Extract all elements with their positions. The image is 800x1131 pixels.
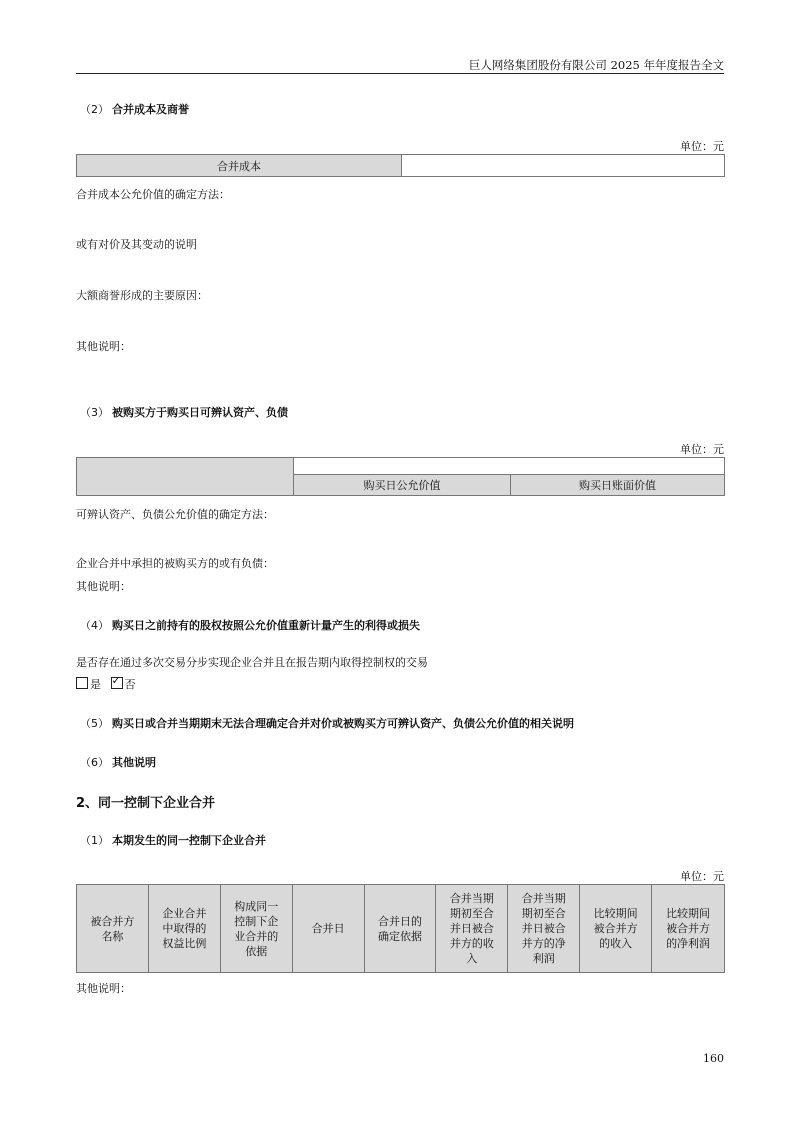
header-line: 并日被合 bbox=[521, 922, 566, 935]
page-number: 160 bbox=[703, 1052, 724, 1065]
section-heading-2-1 bbox=[80, 832, 266, 848]
table-header-row bbox=[77, 885, 725, 973]
merger-cost-value bbox=[402, 155, 725, 177]
section-title: 其他说明 bbox=[112, 756, 156, 769]
header-line: 的净利润 bbox=[666, 937, 711, 950]
header-line: 企业合并 bbox=[162, 907, 207, 920]
section-number: （5） bbox=[80, 717, 109, 730]
table-header-cell bbox=[436, 885, 508, 973]
table-header-cell bbox=[292, 885, 364, 973]
fair-value-method-text: 合并成本公允价值的确定方法： bbox=[76, 188, 230, 201]
header-line: 控制下企 bbox=[234, 914, 279, 928]
section-heading-2 bbox=[80, 101, 189, 117]
table-header-cell bbox=[508, 885, 580, 973]
header-line: 合并当期 bbox=[521, 892, 566, 905]
table-header-cell bbox=[148, 885, 220, 973]
section-number: （6） bbox=[80, 756, 109, 769]
header-line: 业合并的 bbox=[234, 929, 279, 943]
other-notes-1: 其他说明： bbox=[76, 340, 131, 353]
merger-cost-label: 合并成本 bbox=[77, 155, 402, 177]
table-header-cell bbox=[77, 885, 149, 973]
section-title: 被购买方于购买日可辨认资产、负债 bbox=[112, 406, 288, 419]
section-number: （2） bbox=[80, 103, 109, 116]
page-header-title: 巨人网络集团股份有限公司 2025 年年度报告全文 bbox=[468, 58, 724, 72]
header-line: 权益比例 bbox=[162, 937, 207, 950]
header-line: 入 bbox=[466, 952, 478, 965]
row-header-cell bbox=[77, 458, 294, 496]
section-title: 购买日或合并当期期末无法合理确定合并对价或被购买方可辨认资产、负债公允价值的相关说明 bbox=[112, 717, 574, 730]
no-checkbox[interactable] bbox=[111, 674, 123, 689]
merger-cost-table bbox=[76, 154, 725, 177]
header-line: 合并日的 bbox=[378, 914, 422, 928]
identifiable-method-text: 可辨认资产、负债公允价值的确定方法： bbox=[76, 508, 274, 521]
section-title: 购买日之前持有的股权按照公允价值重新计量产生的利得或损失 bbox=[112, 619, 420, 632]
section-2-title: 2、同一控制下企业合并 bbox=[76, 796, 216, 811]
header-line: 并方的收 bbox=[449, 937, 494, 950]
header-line: 比较期间 bbox=[666, 907, 711, 920]
section-heading-4 bbox=[80, 617, 420, 633]
contingent-liabilities-text: 企业合并中承担的被购买方的或有负债： bbox=[76, 557, 274, 570]
header-line: 中取得的 bbox=[162, 922, 207, 935]
header-line: 的收入 bbox=[599, 937, 633, 950]
header-divider bbox=[76, 73, 724, 74]
unit-label: 单位：元 bbox=[680, 870, 724, 883]
section-number: （3） bbox=[80, 406, 109, 419]
header-line: 确定依据 bbox=[378, 929, 422, 943]
header-line: 被合并方 bbox=[90, 914, 135, 928]
header-line: 并方的净 bbox=[521, 937, 566, 950]
acquiree-name-cell bbox=[294, 458, 725, 475]
col-book-value: 购买日账面价值 bbox=[511, 475, 725, 496]
table-header-cell bbox=[364, 885, 436, 973]
unit-label: 单位：元 bbox=[680, 140, 724, 153]
header-line: 名称 bbox=[101, 929, 124, 943]
section-heading-3 bbox=[80, 404, 288, 420]
other-notes-2: 其他说明： bbox=[76, 580, 131, 593]
table-header-cell bbox=[580, 885, 652, 973]
stepwise-question-text: 是否存在通过多次交易分步实现企业合并且在报告期内取得控制权的交易 bbox=[76, 656, 428, 669]
header-line: 被合并方 bbox=[593, 922, 638, 935]
unit-label: 单位：元 bbox=[680, 443, 724, 456]
section-number: （1） bbox=[80, 834, 109, 847]
table-header-cell bbox=[652, 885, 725, 973]
header-line: 合并日 bbox=[311, 922, 345, 935]
header-line: 依据 bbox=[245, 944, 268, 958]
no-label: 否 bbox=[124, 678, 136, 691]
checkmark-icon: ✓ bbox=[111, 674, 121, 687]
header-line: 并日被合 bbox=[449, 922, 494, 935]
yes-checkbox[interactable] bbox=[76, 677, 88, 689]
choice-row bbox=[76, 676, 136, 692]
header-line: 构成同一 bbox=[234, 899, 279, 913]
table-header-cell bbox=[220, 885, 292, 973]
section-title: 本期发生的同一控制下企业合并 bbox=[112, 834, 266, 847]
goodwill-reason-text: 大额商誉形成的主要原因： bbox=[76, 289, 208, 302]
header-line: 比较期间 bbox=[593, 907, 638, 920]
contingent-consideration-text: 或有对价及其变动的说明 bbox=[76, 238, 197, 251]
yes-label: 是 bbox=[90, 678, 101, 691]
header-line: 被合并方 bbox=[666, 922, 711, 935]
section-heading-5 bbox=[80, 715, 574, 731]
other-notes-3: 其他说明： bbox=[76, 982, 131, 995]
col-fair-value: 购买日公允价值 bbox=[294, 475, 511, 496]
identifiable-assets-table bbox=[76, 457, 725, 496]
header-line: 期初至合 bbox=[521, 907, 566, 920]
common-control-merger-table bbox=[76, 884, 725, 973]
section-heading-6 bbox=[80, 754, 156, 770]
header-line: 合并当期 bbox=[449, 892, 494, 905]
header-line: 利润 bbox=[532, 952, 555, 965]
section-title: 合并成本及商誉 bbox=[112, 103, 189, 116]
header-line: 期初至合 bbox=[449, 907, 494, 920]
section-number: （4） bbox=[80, 619, 109, 632]
